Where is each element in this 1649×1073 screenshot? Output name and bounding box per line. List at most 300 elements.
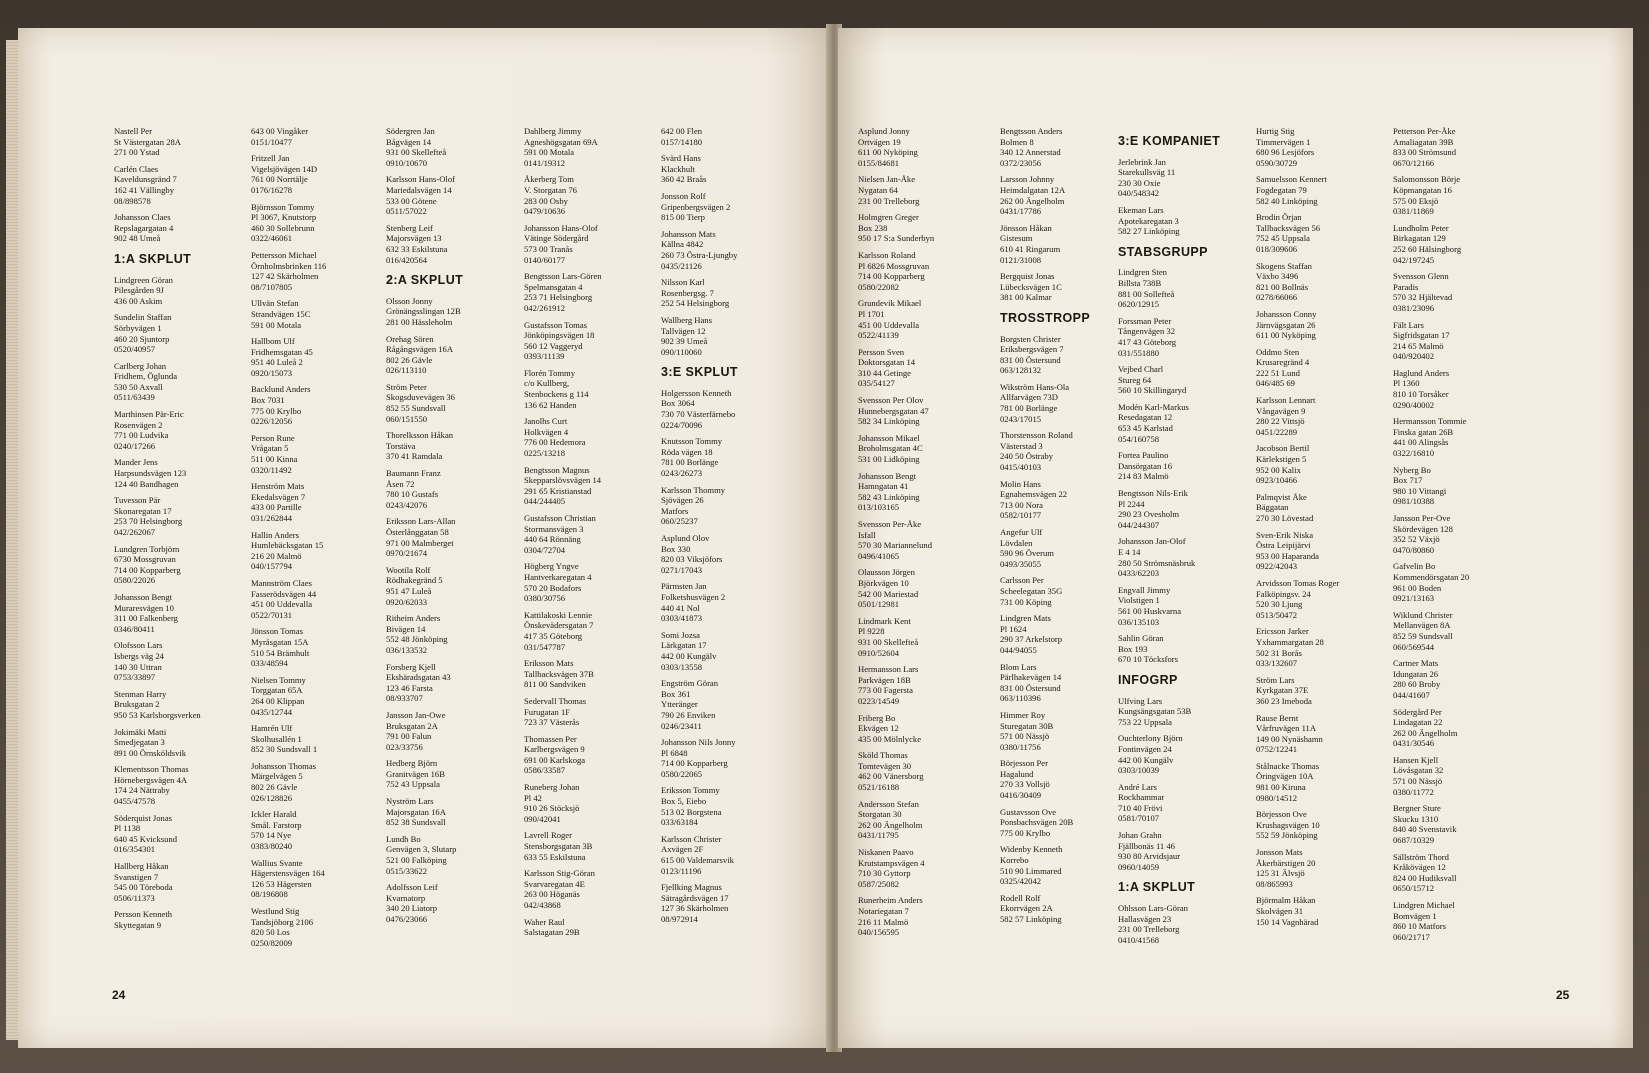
entry-line: 713 00 Nora [1000,499,1043,510]
entry-name: Forssman Peter [1118,315,1172,326]
entry-line: 281 00 Hässleholm [386,316,453,327]
entry-line: Torstäva [386,440,416,451]
entry-line: 560 12 Vaggeryd [524,340,583,351]
entry-name: Svensson Per-Åke [858,519,922,529]
entry-line: 042/261912 [524,302,566,313]
entry-line: Kärlekstigen 5 [1256,454,1307,465]
directory-entry [251,298,379,330]
directory-entry [524,696,652,728]
entry-name: Borgsten Christer [1000,333,1061,344]
entry-line: Skördevägen 128 [1393,523,1453,534]
entry-name: Nielsen Tommy [251,674,306,685]
entry-name: Carlén Claes [114,163,159,174]
entry-line: Isfall [858,529,876,540]
entry-line: Svarvaregatan 4E [524,878,585,889]
entry-line: 360 42 Braås [661,174,707,185]
directory-entry [114,164,242,206]
entry-line: Fogdegatan 79 [1256,184,1307,195]
directory-entry [524,271,652,313]
entry-line: 0580/22026 [114,575,156,586]
entry-line: 040/157794 [251,561,293,572]
entry-name: Tuvesson Pär [114,495,161,506]
entry-line: Svanstigen 7 [114,871,159,882]
entry-line: 831 00 Östersund [1000,682,1061,693]
entry-name: Persson Kenneth [114,909,172,920]
directory-entry [1256,761,1384,803]
entry-line: Matfors [661,505,689,516]
entry-line: 0687/10329 [1393,835,1435,846]
directory-entry [114,727,242,759]
entry-line: 545 00 Töreboda [114,882,173,893]
entry-line: 775 00 Krylbo [251,405,302,416]
entry-line: Billsta 738B [1118,277,1162,288]
entry-name: Engström Göran [661,678,719,689]
directory-entry [1118,364,1246,396]
directory-entry [251,336,379,378]
entry-line: Rågångsvägen 16A [386,344,454,355]
entry-line: Skepparslövsvägen 14 [524,475,602,486]
entry-line: 810 10 Torsåker [1393,389,1449,400]
entry-line: 730 70 Västerfärnebo [661,409,736,420]
entry-line: Pl 1360 [1393,378,1420,389]
directory-entry [1118,402,1246,444]
directory-entry [386,834,514,876]
entry-line: Skonaregatan 17 [114,505,172,516]
entry-line: 214 65 Malmö [1393,340,1444,351]
entry-line: 640 45 Kvicksund [114,833,178,844]
entry-line: 0226/12056 [251,416,293,427]
entry-line: Bågvägen 14 [386,136,432,147]
entry-line: Scheelegatan 35G [1000,585,1063,596]
entry-line: Yxhammargatan 28 [1256,636,1324,647]
entry-line: 710 40 Frövi [1118,802,1163,813]
entry-line: 0960/14059 [1118,861,1160,872]
entry-line: Öringvägen 10A [1256,771,1314,782]
entry-name: Hermansson Lars [858,664,919,675]
entry-line: 0980/14512 [1256,792,1298,803]
entry-name: Oddmo Sten [1256,346,1300,357]
entry-name: Lindgreen Göran [114,274,173,285]
directory-entry [114,764,242,806]
entry-name: Widenby Kenneth [1000,844,1063,855]
entry-name: Jönsson Håkan [1000,222,1052,233]
directory-entry [524,223,652,265]
entry-line: 124 40 Bandhagen [114,478,179,489]
entry-line: 591 00 Motala [524,147,575,158]
entry-name: Johansson Mikael [858,432,920,443]
entry-name: Knutsson Tommy [661,436,723,447]
entry-line: Box 238 [858,222,888,233]
entry-line: 0586/33587 [524,765,566,776]
directory-entry [114,212,242,244]
entry-line: Spelmansgatan 4 [524,281,583,292]
directory-entry [524,368,652,410]
entry-line: 252 54 Helsingborg [661,298,730,309]
entry-line: 417 35 Göteborg [524,630,583,641]
entry-line: c/o Kullberg, [524,378,570,389]
entry-line: 752 43 Uppsala [386,779,440,790]
directory-entry [1256,675,1384,707]
entry-line: 040/156595 [858,927,900,938]
entry-line: Mariedalsvägen 14 [386,184,452,195]
directory-entry [251,530,379,572]
entry-name: Olausson Jörgen [858,567,915,578]
directory-entry [1118,316,1246,358]
directory-entry [858,212,986,244]
entry-name: Blom Lars [1000,661,1037,672]
entry-line: Grönängsslingan 12B [386,306,461,317]
entry-line: Parkvägen 18B [858,674,911,685]
entry-name: Arvidsson Tomas Roger [1256,577,1340,588]
page-number-left: 24 [112,988,126,1002]
directory-entry [524,126,652,168]
directory-entry [661,153,789,185]
entry-name: Rause Bernt [1256,712,1299,723]
entry-line: 252 60 Hälsingborg [1393,243,1462,254]
entry-name: Engvall Jimmy [1118,584,1171,595]
entry-name: Jansson Per-Ove [1393,513,1451,523]
entry-name: Ullvän Stefan [251,298,299,309]
entry-line: Bruksgatan 2A [386,720,438,731]
entry-line: 031/262844 [251,513,293,523]
entry-line: 513 02 Borgstena [661,806,722,817]
entry-name: Lindgren Michael [1393,900,1455,910]
directory-entry [1393,174,1521,216]
directory-entry [251,384,379,426]
directory-entry [1118,903,1246,945]
entry-line: Smål. Farstorp [251,819,302,830]
directory-entry [858,471,986,513]
entry-line: 0243/17015 [1000,413,1042,424]
directory-entry [858,895,986,937]
entry-name: Brodin Örjan [1256,212,1302,223]
entry-line: 723 37 Västerås [524,717,580,728]
entry-name: Lundgren Torbjörn [114,543,180,554]
entry-line: 263 00 Höganäs [524,889,580,900]
entry-line: Klackhult [661,163,695,174]
entry-line: 0121/31008 [1000,254,1042,265]
entry-line: Skogsduvevägen 36 [386,392,455,403]
entry-name: Johansson Bengt [858,470,917,481]
entry-line: 950 53 Karlsborgsverken [114,709,201,720]
entry-line: 0923/10466 [1256,475,1298,486]
entry-line: 271 00 Ystad [114,147,160,158]
entry-line: 460 20 Sjuntorp [114,333,170,344]
entry-line: Torggatan 65A [251,685,303,696]
entry-line: 881 00 Sollefteå [1118,288,1175,299]
entry-line: 290 37 Arkelstorp [1000,634,1063,645]
entry-name: Pettersson Michael [251,249,317,260]
entry-name: Fält Lars [1393,319,1424,330]
entry-line: Pl 42 [524,792,542,803]
entry-line: 821 00 Bollnäs [1256,281,1309,292]
entry-line: 126 53 Hägersten [251,878,312,889]
entry-line: Växbo 3496 [1256,271,1299,282]
entry-name: Jansson Jan-Owe [386,709,446,720]
entry-name: Johansson Bengt [114,591,173,602]
directory-entry [1256,895,1384,927]
entry-line: 953 00 Haparanda [1256,550,1319,561]
entry-line: Lövdalen [1000,537,1033,548]
entry-line: Smedjegatan 3 [114,737,165,748]
entry-line: 931 00 Skellefteå [386,147,447,158]
entry-line: 149 00 Nynäshamn [1256,733,1323,744]
entry-name: Nastell Per [114,126,152,136]
directory-entry [858,847,986,889]
entry-name: Lavrell Roger [524,830,572,841]
directory-entry [1393,658,1521,700]
entry-name: Westlund Stig [251,906,300,916]
directory-entry [386,334,514,376]
entry-name: Stenberg Leif [386,222,433,233]
entry-line: Pl 3067, Knutstorp [251,212,317,223]
entry-line: 280 60 Broby [1393,679,1441,690]
entry-name: Rodell Rolf [1000,892,1041,903]
directory-entry [524,174,652,216]
entry-line: 776 00 Hedemora [524,437,586,448]
entry-line: 0479/10636 [524,206,566,217]
entry-name: Orehag Sören [386,333,434,344]
entry-name: Ritheim Anders [386,613,441,624]
entry-line: 0520/40957 [114,344,156,355]
entry-line: 0246/23411 [661,720,702,731]
entry-name: Henström Mats [251,481,305,492]
entry-line: 573 00 Tranås [524,243,573,254]
entry-line: 283 00 Osby [524,195,568,206]
entry-name: Florén Tommy [524,367,576,378]
entry-name: Lundholm Peter [1393,222,1449,233]
entry-line: Pl 1138 [114,823,141,834]
entry-line: 611 00 Nyköping [1256,330,1316,341]
entry-line: 502 31 Borås [1256,647,1302,658]
entry-line: 0753/33897 [114,672,156,683]
entry-line: 510 90 Limmared [1000,865,1062,876]
entry-line: Märgelvägen 5 [251,771,303,782]
entry-line: 036/133532 [386,644,428,655]
entry-name: Gustavsson Ove [1000,806,1057,817]
entry-name: Sundelin Staffan [114,312,172,323]
entry-line: 023/33756 [386,741,423,752]
directory-entry [386,565,514,607]
entry-name: Södergård Per [1393,706,1442,717]
entry-name: Andersson Stefan [858,798,919,809]
entry-line: 0415/40103 [1000,462,1042,473]
entry-line: 0380/11756 [1000,741,1041,752]
entry-line: 714 00 Kopparberg [858,271,925,282]
directory-entry [1393,416,1521,458]
entry-line: Furugatan 1F [524,706,571,717]
entry-name: Somi Jozsa [661,629,700,640]
entry-line: 615 00 Valdemarsvik [661,855,734,866]
directory-entry [1118,267,1246,309]
entry-name: Palmqvist Åke [1256,491,1307,502]
directory-entry [858,799,986,841]
entry-name: Lindgren Mats [1000,613,1051,624]
entry-line: 570 30 Mariannelund [858,540,932,551]
entry-line: Hägerstensvägen 164 [251,868,325,879]
directory-entry [661,678,789,731]
directory-entry [1000,527,1128,569]
entry-line: 060/151550 [386,413,428,424]
entry-line: 0380/30756 [524,593,566,604]
entry-line: Stureg 64 [1118,374,1152,385]
directory-entry [1393,610,1521,652]
entry-line: 0433/62203 [1118,568,1160,579]
entry-name: Stenman Harry [114,688,167,699]
entry-line: Vångavägen 9 [1256,405,1306,416]
entry-line: 0910/52604 [858,647,900,658]
entry-line: Doktorsgatan 14 [858,357,916,368]
entry-line: Österlånggatan 58 [386,527,449,537]
entry-line: 031/547787 [524,641,566,652]
entry-name: Svensson Glenn [1393,271,1449,282]
entry-line: Pl 9228 [858,626,885,637]
entry-name: Gafvelin Bo [1393,561,1436,572]
directory-entry [1118,536,1246,578]
entry-line: 214 83 Malmö [1118,471,1169,482]
directory-entry [1393,561,1521,603]
entry-line: 0922/42043 [1256,561,1298,572]
entry-line: Violstigen 1 [1118,595,1160,606]
directory-entry [251,250,379,292]
entry-name: Hallberg Håkan [114,861,169,872]
entry-line: 174 24 Nättraby [114,785,170,796]
entry-line: 0910/10670 [386,157,428,168]
entry-name: Fritzell Jan [251,153,290,164]
directory-entry [1000,479,1128,521]
entry-line: 0920/15073 [251,367,293,378]
entry-line: 0381/11869 [1393,206,1434,217]
entry-line: 0416/30409 [1000,790,1042,801]
entry-line: 0157/14180 [661,136,703,147]
entry-name: Johansson Nils Jonny [661,737,736,748]
entry-line: 520 30 Ljung [1256,599,1303,610]
section-heading: 2:A SKPLUT [386,273,464,288]
directory-entry [251,626,379,668]
entry-line: 060/25237 [661,516,698,527]
entry-line: 162 41 Vällingby [114,184,174,195]
section-heading: STABSGRUPP [1118,244,1208,259]
entry-name: Wallberg Hans [661,314,712,325]
column-4 [524,126,652,944]
entry-name: Adolfsson Leif [386,882,438,893]
entry-line: 035/54127 [858,378,895,389]
entry-line: Falköpingsv. 24 [1256,588,1311,599]
entry-line: Bäggatan [1256,502,1289,513]
entry-line: 632 33 Eskilstuna [386,243,448,254]
entry-line: 026/113110 [386,365,427,376]
entry-name: Jonsson Rolf [661,190,706,201]
entry-line: Harpsundsvägen 123 [114,468,187,479]
entry-name: Dahlberg Jimmy [524,126,582,136]
entry-line: 570 20 Bodafors [524,582,582,593]
entry-name: Sköld Thomas [858,750,908,761]
entry-line: 0304/72704 [524,544,566,555]
entry-name: Janolhs Curt [524,416,568,427]
directory-entry [1000,807,1128,839]
entry-line: 511 00 Kinna [251,454,298,465]
entry-line: 090/42041 [524,813,561,824]
entry-line: 0303/13558 [661,661,703,672]
entry-line: Ekorrvägen 2A [1000,903,1053,914]
entry-name: Samuelsson Kennert [1256,174,1327,185]
entry-name: Johansson Jan-Olof [1118,536,1186,547]
entry-name: Fortea Paulino [1118,450,1169,461]
entry-line: Myråsgatan 15A [251,636,309,647]
entry-line: 0431/17786 [1000,206,1042,217]
entry-name: Niskanen Paavo [858,847,914,858]
entry-line: 0920/62033 [386,596,428,607]
entry-line: Vigelsjövägen 14D [251,163,318,174]
entry-line: Lindagatan 22 [1393,717,1443,728]
entry-line: Källna 4842 [661,239,704,250]
entry-name: Johan Grahn [1118,830,1162,841]
entry-line: 0250/82009 [251,937,293,948]
entry-line: 0325/42042 [1000,876,1042,887]
directory-entry [1256,713,1384,755]
directory-entry [1118,830,1246,872]
entry-name: Ouchterlony Björn [1118,733,1183,744]
entry-name: Jacobson Bertil [1256,443,1310,454]
entry-line: Amaliagatan 39B [1393,136,1454,147]
entry-line: 575 00 Eksjö [1393,195,1439,206]
entry-name: Johansson Mats [661,228,716,239]
entry-line: 582 34 Linköping [858,416,920,427]
entry-line: Pl 6826 Mossgruvan [858,260,930,271]
entry-line: 980 10 Vittangi [1393,485,1447,496]
entry-line: 653 45 Karlstad [1118,423,1173,434]
entry-name: Gustafsson Tomas [524,319,587,330]
entry-line: 054/160758 [1118,433,1160,444]
entry-name: Backlund Anders [251,384,311,395]
entry-line: 090/110060 [661,346,702,357]
entry-line: Resedagatan 12 [1118,412,1173,423]
entry-name: Bergquist Jonas [1000,271,1055,282]
entry-line: 042/262067 [114,527,156,537]
entry-line: Jönköpingsvägen 18 [524,330,595,341]
directory-entry [1393,900,1521,942]
entry-line: 270 33 Vollsjö [1000,779,1050,790]
directory-entry [386,662,514,704]
entry-line: Bruksgatan 2 [114,699,160,710]
entry-line: 981 00 Kiruna [1256,782,1306,793]
entry-name: Hallbom Ulf [251,336,295,347]
entry-line: 033/132607 [1256,658,1298,669]
directory-entry [1393,223,1521,265]
entry-line: 262 00 Ängelholm [858,819,923,830]
section-heading: 3:E SKPLUT [661,365,738,380]
directory-entry [858,519,986,561]
entry-line: 044/244307 [1118,519,1160,530]
entry-line: 060/21717 [1393,931,1430,942]
entry-line: Idungatan 26 [1393,668,1439,679]
entry-name: Grundevik Mikael [858,298,922,309]
directory-entry [1256,309,1384,341]
directory-entry [1393,126,1521,168]
entry-line: Köpmangatan 16 [1393,184,1452,195]
entry-line: Gistesum [1000,233,1033,244]
entry-line: 831 00 Östersund [1000,354,1061,365]
entry-line: 952 00 Kalix [1256,464,1301,475]
directory-entry [386,710,514,752]
entry-line: 820 50 Los [251,927,290,938]
entry-name: Eriksson Tommy [661,785,720,796]
entry-line: Lübecksvägen 1C [1000,281,1062,292]
entry-line: 570 32 Hjältevad [1393,292,1453,303]
entry-name: Hedberg Björn [386,758,438,769]
directory-entry [1000,223,1128,265]
entry-line: Örnholmsbrinken 116 [251,260,327,271]
